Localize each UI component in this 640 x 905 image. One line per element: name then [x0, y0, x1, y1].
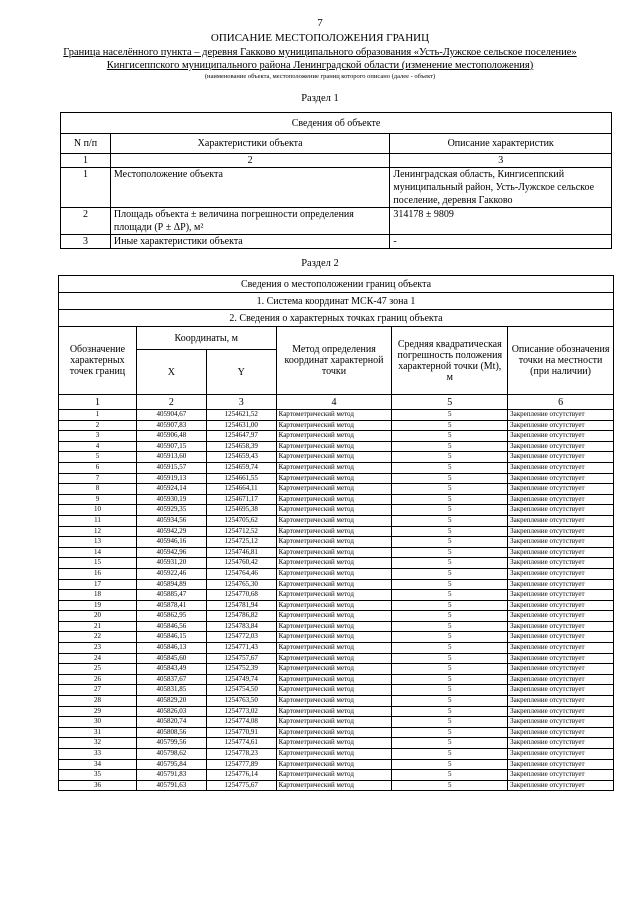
point-x: 405837,67	[136, 674, 206, 685]
point-number: 35	[59, 770, 137, 781]
table-row	[59, 505, 614, 516]
point-error: 5	[392, 611, 508, 622]
point-error: 5	[392, 547, 508, 558]
object-caption: (наименование объекта, местоположение границ которого описано (далее - объект)	[204, 73, 436, 80]
point-method: Картометрический метод	[276, 717, 392, 728]
point-marking: Закрепление отсутствует	[508, 653, 614, 664]
table-row	[59, 441, 614, 452]
point-marking: Закрепление отсутствует	[508, 473, 614, 484]
point-number: 20	[59, 611, 137, 622]
point-number: 21	[59, 621, 137, 632]
point-y: 1254778,23	[206, 749, 276, 760]
point-number: 8	[59, 484, 137, 495]
point-x: 405907,83	[136, 420, 206, 431]
point-number: 34	[59, 759, 137, 770]
page-number: 7	[317, 17, 323, 29]
table-row	[59, 621, 614, 632]
point-y: 1254749,74	[206, 674, 276, 685]
point-error: 5	[392, 664, 508, 675]
point-number: 7	[59, 473, 137, 484]
table-row	[59, 537, 614, 548]
point-method: Картометрический метод	[276, 621, 392, 632]
point-error: 5	[392, 452, 508, 463]
point-error: 5	[392, 494, 508, 505]
point-number: 16	[59, 568, 137, 579]
point-error: 5	[392, 526, 508, 537]
point-error: 5	[392, 759, 508, 770]
point-method: Картометрический метод	[276, 473, 392, 484]
point-method: Картометрический метод	[276, 749, 392, 760]
point-number: 33	[59, 749, 137, 760]
point-method: Картометрический метод	[276, 685, 392, 696]
table-row	[59, 727, 614, 738]
point-y: 1254725,12	[206, 537, 276, 548]
table-row	[59, 674, 614, 685]
col-number: 3	[206, 395, 276, 410]
point-marking: Закрепление отсутствует	[508, 611, 614, 622]
point-y: 1254695,38	[206, 505, 276, 516]
point-marking: Закрепление отсутствует	[508, 780, 614, 791]
point-error: 5	[392, 473, 508, 484]
point-method: Картометрический метод	[276, 515, 392, 526]
point-number: 2	[59, 420, 137, 431]
point-y: 1254757,67	[206, 653, 276, 664]
point-y: 1254752,39	[206, 664, 276, 675]
object-name	[40, 46, 600, 72]
point-marking: Закрепление отсутствует	[508, 749, 614, 760]
point-x: 405829,20	[136, 696, 206, 707]
point-x: 405931,20	[136, 558, 206, 569]
header-marking: Описание обозначения точки на местности (при наличии)	[508, 327, 614, 395]
point-y: 1254764,46	[206, 568, 276, 579]
point-marking: Закрепление отсутствует	[508, 537, 614, 548]
point-number: 29	[59, 706, 137, 717]
point-method: Картометрический метод	[276, 558, 392, 569]
point-number: 22	[59, 632, 137, 643]
point-marking: Закрепление отсутствует	[508, 505, 614, 516]
point-x: 405845,60	[136, 653, 206, 664]
point-marking: Закрепление отсутствует	[508, 759, 614, 770]
header-method: Метод определения координат характерной точки	[276, 327, 392, 395]
coordinate-system: 1. Система координат МСК-47 зона 1	[59, 293, 614, 310]
boundary-table-title: Сведения о местоположении границ объекта	[59, 276, 614, 293]
point-y: 1254746,81	[206, 547, 276, 558]
point-error: 5	[392, 727, 508, 738]
point-error: 5	[392, 738, 508, 749]
point-marking: Закрепление отсутствует	[508, 600, 614, 611]
point-error: 5	[392, 770, 508, 781]
point-method: Картометрический метод	[276, 674, 392, 685]
table-row	[59, 759, 614, 770]
point-y: 1254661,55	[206, 473, 276, 484]
table-row	[59, 579, 614, 590]
point-method: Картометрический метод	[276, 738, 392, 749]
table-row	[59, 410, 614, 421]
point-method: Картометрический метод	[276, 579, 392, 590]
row-number: 3	[61, 235, 111, 249]
point-method: Картометрический метод	[276, 632, 392, 643]
point-y: 1254770,68	[206, 590, 276, 601]
point-x: 405820,74	[136, 717, 206, 728]
point-x: 405942,96	[136, 547, 206, 558]
object-name-line-2: Кингисеппского муниципального района Ленинградской области (изменение местоположения)	[106, 60, 534, 71]
point-y: 1254786,82	[206, 611, 276, 622]
point-error: 5	[392, 696, 508, 707]
point-method: Картометрический метод	[276, 727, 392, 738]
point-error: 5	[392, 558, 508, 569]
point-y: 1254647,97	[206, 431, 276, 442]
table-row	[61, 168, 612, 208]
table-row	[59, 685, 614, 696]
point-method: Картометрический метод	[276, 410, 392, 421]
col-number: 2	[136, 395, 206, 410]
point-number: 4	[59, 441, 137, 452]
points-list	[59, 410, 614, 791]
points-title: 2. Сведения о характерных точках границ объекта	[59, 310, 614, 327]
point-error: 5	[392, 484, 508, 495]
table-row	[59, 473, 614, 484]
point-method: Картометрический метод	[276, 526, 392, 537]
point-x: 405942,29	[136, 526, 206, 537]
point-y: 1254765,30	[206, 579, 276, 590]
point-x: 405885,47	[136, 590, 206, 601]
point-error: 5	[392, 674, 508, 685]
table-row	[59, 611, 614, 622]
row-number: 2	[61, 208, 111, 235]
point-x: 405919,13	[136, 473, 206, 484]
row-description: 314178 ± 9809	[390, 208, 612, 235]
point-method: Картометрический метод	[276, 600, 392, 611]
point-y: 1254774,08	[206, 717, 276, 728]
point-y: 1254664,11	[206, 484, 276, 495]
point-number: 26	[59, 674, 137, 685]
point-marking: Закрепление отсутствует	[508, 547, 614, 558]
point-x: 405808,56	[136, 727, 206, 738]
point-number: 19	[59, 600, 137, 611]
point-y: 1254771,43	[206, 643, 276, 654]
point-error: 5	[392, 410, 508, 421]
point-method: Картометрический метод	[276, 484, 392, 495]
table-row	[59, 696, 614, 707]
object-info-table	[60, 112, 612, 249]
table-row	[59, 717, 614, 728]
point-x: 405929,35	[136, 505, 206, 516]
point-marking: Закрепление отсутствует	[508, 579, 614, 590]
point-number: 15	[59, 558, 137, 569]
header-description: Описание характеристик	[390, 134, 612, 154]
point-x: 405924,14	[136, 484, 206, 495]
point-marking: Закрепление отсутствует	[508, 462, 614, 473]
point-error: 5	[392, 653, 508, 664]
point-number: 31	[59, 727, 137, 738]
point-x: 405878,41	[136, 600, 206, 611]
table-row	[59, 515, 614, 526]
col-number: 3	[390, 154, 612, 168]
table-row	[59, 568, 614, 579]
point-error: 5	[392, 706, 508, 717]
col-number: 5	[392, 395, 508, 410]
point-error: 5	[392, 632, 508, 643]
point-number: 18	[59, 590, 137, 601]
point-y: 1254776,14	[206, 770, 276, 781]
point-number: 6	[59, 462, 137, 473]
point-x: 405843,49	[136, 664, 206, 675]
section-1-label: Раздел 1	[301, 93, 339, 104]
point-number: 30	[59, 717, 137, 728]
point-y: 1254671,17	[206, 494, 276, 505]
col-number: 4	[276, 395, 392, 410]
point-x: 405904,67	[136, 410, 206, 421]
point-method: Картометрический метод	[276, 431, 392, 442]
point-method: Картометрический метод	[276, 441, 392, 452]
point-y: 1254781,94	[206, 600, 276, 611]
table-row	[59, 590, 614, 601]
point-marking: Закрепление отсутствует	[508, 727, 614, 738]
point-marking: Закрепление отсутствует	[508, 484, 614, 495]
point-number: 13	[59, 537, 137, 548]
point-marking: Закрепление отсутствует	[508, 674, 614, 685]
point-marking: Закрепление отсутствует	[508, 696, 614, 707]
point-marking: Закрепление отсутствует	[508, 632, 614, 643]
point-marking: Закрепление отсутствует	[508, 738, 614, 749]
table-row	[59, 558, 614, 569]
point-marking: Закрепление отсутствует	[508, 420, 614, 431]
point-x: 405846,13	[136, 643, 206, 654]
point-error: 5	[392, 717, 508, 728]
point-x: 405831,85	[136, 685, 206, 696]
point-error: 5	[392, 505, 508, 516]
object-info-title: Сведения об объекте	[61, 113, 612, 134]
row-number: 1	[61, 168, 111, 208]
point-y: 1254621,52	[206, 410, 276, 421]
table-row	[59, 526, 614, 537]
point-method: Картометрический метод	[276, 780, 392, 791]
header-x: X	[136, 350, 206, 395]
point-method: Картометрический метод	[276, 537, 392, 548]
point-y: 1254631,00	[206, 420, 276, 431]
point-y: 1254775,67	[206, 780, 276, 791]
table-row	[59, 547, 614, 558]
point-method: Картометрический метод	[276, 590, 392, 601]
point-y: 1254659,74	[206, 462, 276, 473]
point-x: 405846,15	[136, 632, 206, 643]
table-row	[59, 484, 614, 495]
point-marking: Закрепление отсутствует	[508, 770, 614, 781]
point-error: 5	[392, 537, 508, 548]
point-x: 405906,48	[136, 431, 206, 442]
point-x: 405862,95	[136, 611, 206, 622]
point-number: 17	[59, 579, 137, 590]
object-name-line-1: Граница населённого пункта – деревня Гакково муниципального образования «Усть-Лужское сельское поселение»	[63, 47, 577, 58]
col-number: 6	[508, 395, 614, 410]
col-number: 1	[59, 395, 137, 410]
point-x: 405799,56	[136, 738, 206, 749]
point-error: 5	[392, 420, 508, 431]
table-row	[59, 653, 614, 664]
point-y: 1254770,91	[206, 727, 276, 738]
boundary-points-table	[58, 275, 614, 791]
table-row	[59, 780, 614, 791]
table-row	[59, 431, 614, 442]
point-marking: Закрепление отсутствует	[508, 568, 614, 579]
point-error: 5	[392, 579, 508, 590]
point-x: 405846,56	[136, 621, 206, 632]
table-row	[59, 462, 614, 473]
point-number: 32	[59, 738, 137, 749]
table-row	[59, 749, 614, 760]
table-row	[61, 235, 612, 249]
point-method: Картометрический метод	[276, 611, 392, 622]
header-characteristic: Характеристики объекта	[110, 134, 389, 154]
point-number: 36	[59, 780, 137, 791]
point-y: 1254773,02	[206, 706, 276, 717]
point-method: Картометрический метод	[276, 494, 392, 505]
point-x: 405798,62	[136, 749, 206, 760]
table-row	[59, 664, 614, 675]
point-y: 1254659,43	[206, 452, 276, 463]
table-row	[59, 632, 614, 643]
point-marking: Закрепление отсутствует	[508, 452, 614, 463]
table-row	[59, 452, 614, 463]
point-number: 25	[59, 664, 137, 675]
point-error: 5	[392, 780, 508, 791]
point-x: 405934,56	[136, 515, 206, 526]
point-x: 405913,60	[136, 452, 206, 463]
point-error: 5	[392, 600, 508, 611]
point-method: Картометрический метод	[276, 770, 392, 781]
header-coordinates: Координаты, м	[136, 327, 276, 350]
table-row	[61, 208, 612, 235]
point-y: 1254763,50	[206, 696, 276, 707]
point-y: 1254754,50	[206, 685, 276, 696]
point-number: 23	[59, 643, 137, 654]
header-y: Y	[206, 350, 276, 395]
point-x: 405791,83	[136, 770, 206, 781]
point-x: 405894,89	[136, 579, 206, 590]
header-number: N п/п	[61, 134, 111, 154]
point-y: 1254705,62	[206, 515, 276, 526]
point-error: 5	[392, 749, 508, 760]
point-x: 405907,15	[136, 441, 206, 452]
point-marking: Закрепление отсутствует	[508, 431, 614, 442]
point-number: 1	[59, 410, 137, 421]
point-number: 28	[59, 696, 137, 707]
row-characteristic: Иные характеристики объекта	[110, 235, 389, 249]
point-method: Картометрический метод	[276, 696, 392, 707]
point-x: 405915,57	[136, 462, 206, 473]
point-x: 405922,46	[136, 568, 206, 579]
col-number: 2	[110, 154, 389, 168]
table-row	[59, 420, 614, 431]
table-row	[59, 643, 614, 654]
point-number: 12	[59, 526, 137, 537]
point-y: 1254772,03	[206, 632, 276, 643]
section-2-label: Раздел 2	[301, 258, 339, 269]
point-method: Картометрический метод	[276, 452, 392, 463]
point-method: Картометрический метод	[276, 664, 392, 675]
point-number: 3	[59, 431, 137, 442]
point-number: 9	[59, 494, 137, 505]
point-number: 5	[59, 452, 137, 463]
table-row	[59, 770, 614, 781]
point-number: 11	[59, 515, 137, 526]
table-row	[59, 600, 614, 611]
header-error: Средняя квадратическая погрешность положения характерной точки (Mt), м	[392, 327, 508, 395]
point-method: Картометрический метод	[276, 653, 392, 664]
point-error: 5	[392, 643, 508, 654]
point-x: 405795,84	[136, 759, 206, 770]
point-marking: Закрепление отсутствует	[508, 685, 614, 696]
point-error: 5	[392, 462, 508, 473]
point-error: 5	[392, 431, 508, 442]
point-y: 1254783,84	[206, 621, 276, 632]
row-description: Ленинградская область, Кингисеппский муниципальный район, Усть-Лужское сельское поселение, деревня Гакково	[390, 168, 612, 208]
point-y: 1254760,42	[206, 558, 276, 569]
point-method: Картометрический метод	[276, 505, 392, 516]
table-row	[59, 706, 614, 717]
point-marking: Закрепление отсутствует	[508, 494, 614, 505]
point-marking: Закрепление отсутствует	[508, 441, 614, 452]
point-marking: Закрепление отсутствует	[508, 515, 614, 526]
point-method: Картометрический метод	[276, 420, 392, 431]
point-x: 405791,63	[136, 780, 206, 791]
point-marking: Закрепление отсутствует	[508, 621, 614, 632]
point-x: 405946,16	[136, 537, 206, 548]
point-y: 1254658,39	[206, 441, 276, 452]
document-title: ОПИСАНИЕ МЕСТОПОЛОЖЕНИЯ ГРАНИЦ	[210, 32, 430, 44]
point-number: 27	[59, 685, 137, 696]
point-method: Картометрический метод	[276, 643, 392, 654]
point-error: 5	[392, 590, 508, 601]
point-marking: Закрепление отсутствует	[508, 643, 614, 654]
point-method: Картометрический метод	[276, 706, 392, 717]
point-marking: Закрепление отсутствует	[508, 590, 614, 601]
table-row	[59, 738, 614, 749]
point-method: Картометрический метод	[276, 547, 392, 558]
point-y: 1254777,89	[206, 759, 276, 770]
point-number: 24	[59, 653, 137, 664]
point-error: 5	[392, 568, 508, 579]
point-error: 5	[392, 441, 508, 452]
point-method: Картометрический метод	[276, 462, 392, 473]
point-marking: Закрепление отсутствует	[508, 664, 614, 675]
row-characteristic: Площадь объекта ± величина погрешности определения площади (Р ± ΔР), м²	[110, 208, 389, 235]
point-error: 5	[392, 621, 508, 632]
row-description: -	[390, 235, 612, 249]
point-y: 1254774,61	[206, 738, 276, 749]
header-point-designation: Обозначение характерных точек границ	[59, 327, 137, 395]
point-error: 5	[392, 685, 508, 696]
point-method: Картометрический метод	[276, 759, 392, 770]
point-marking: Закрепление отсутствует	[508, 410, 614, 421]
row-characteristic: Местоположение объекта	[110, 168, 389, 208]
point-marking: Закрепление отсутствует	[508, 717, 614, 728]
point-y: 1254712,52	[206, 526, 276, 537]
point-marking: Закрепление отсутствует	[508, 526, 614, 537]
point-x: 405826,03	[136, 706, 206, 717]
table-row	[59, 494, 614, 505]
point-error: 5	[392, 515, 508, 526]
point-method: Картометрический метод	[276, 568, 392, 579]
col-number: 1	[61, 154, 111, 168]
point-number: 14	[59, 547, 137, 558]
point-x: 405930,19	[136, 494, 206, 505]
point-number: 10	[59, 505, 137, 516]
point-marking: Закрепление отсутствует	[508, 558, 614, 569]
point-marking: Закрепление отсутствует	[508, 706, 614, 717]
